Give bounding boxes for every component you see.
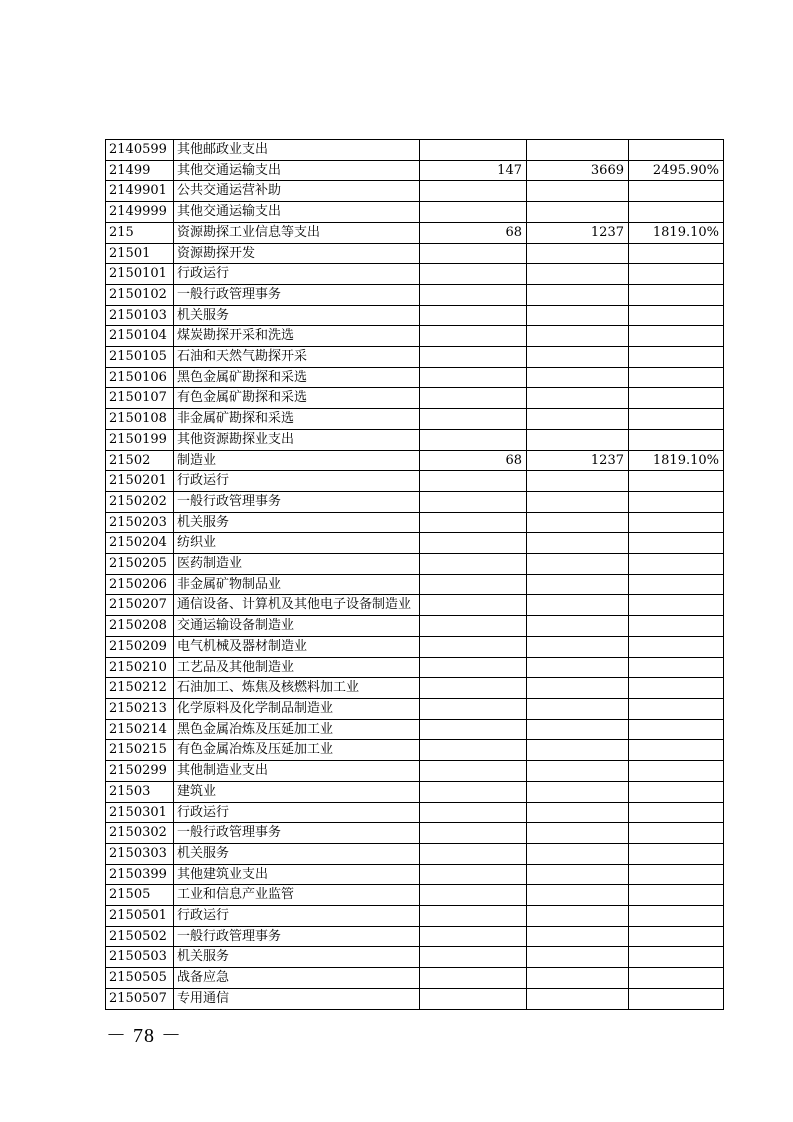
- name-cell: 工艺品及其他制造业: [174, 657, 420, 678]
- value-cell: [527, 823, 629, 844]
- table-row: [106, 636, 724, 657]
- value-cell: [420, 988, 527, 1009]
- value-cell: [527, 264, 629, 285]
- percent-cell: [629, 305, 724, 326]
- value-cell: [420, 926, 527, 947]
- percent-cell: [629, 823, 724, 844]
- value-cell: [527, 988, 629, 1009]
- name-cell: 机关服务: [174, 947, 420, 968]
- table-row: [106, 719, 724, 740]
- code-cell: 2150215: [106, 740, 174, 761]
- value-cell: [527, 698, 629, 719]
- budget-rows: [106, 140, 724, 1010]
- code-cell: 2149901: [106, 181, 174, 202]
- name-cell: 石油加工、炼焦及核燃料加工业: [174, 678, 420, 699]
- value-cell: [420, 719, 527, 740]
- name-cell: 其他交通运输支出: [174, 160, 420, 181]
- value-cell: [527, 243, 629, 264]
- name-cell: 其他邮政业支出: [174, 140, 420, 161]
- value-cell: 68: [420, 222, 527, 243]
- table-row: [106, 740, 724, 761]
- table-row: [106, 595, 724, 616]
- name-cell: 工业和信息产业监管: [174, 885, 420, 906]
- code-cell: 2150101: [106, 264, 174, 285]
- name-cell: 石油和天然气勘探开采: [174, 347, 420, 368]
- percent-cell: 1819.10%: [629, 450, 724, 471]
- value-cell: 3669: [527, 160, 629, 181]
- name-cell: 机关服务: [174, 512, 420, 533]
- table-row: [106, 843, 724, 864]
- code-cell: 2150209: [106, 636, 174, 657]
- value-cell: [527, 471, 629, 492]
- code-cell: 21505: [106, 885, 174, 906]
- table-row: [106, 781, 724, 802]
- value-cell: [527, 968, 629, 989]
- table-row: [106, 367, 724, 388]
- value-cell: [527, 906, 629, 927]
- percent-cell: [629, 740, 724, 761]
- code-cell: 2150210: [106, 657, 174, 678]
- table-row: [106, 202, 724, 223]
- value-cell: [527, 864, 629, 885]
- percent-cell: [629, 843, 724, 864]
- table-row: [106, 491, 724, 512]
- value-cell: [420, 326, 527, 347]
- name-cell: 专用通信: [174, 988, 420, 1009]
- name-cell: 行政运行: [174, 471, 420, 492]
- table-row: [106, 554, 724, 575]
- name-cell: 一般行政管理事务: [174, 491, 420, 512]
- name-cell: 建筑业: [174, 781, 420, 802]
- percent-cell: [629, 181, 724, 202]
- name-cell: 战备应急: [174, 968, 420, 989]
- code-cell: 2150107: [106, 388, 174, 409]
- value-cell: [420, 533, 527, 554]
- percent-cell: [629, 202, 724, 223]
- table-row: [106, 926, 724, 947]
- value-cell: [420, 305, 527, 326]
- name-cell: 黑色金属矿勘探和采选: [174, 367, 420, 388]
- percent-cell: [629, 698, 724, 719]
- value-cell: [420, 657, 527, 678]
- value-cell: [420, 823, 527, 844]
- code-cell: 2150202: [106, 491, 174, 512]
- value-cell: [420, 284, 527, 305]
- percent-cell: [629, 140, 724, 161]
- value-cell: [420, 429, 527, 450]
- value-cell: [527, 802, 629, 823]
- percent-cell: [629, 388, 724, 409]
- name-cell: 煤炭勘探开采和洗选: [174, 326, 420, 347]
- name-cell: 通信设备、计算机及其他电子设备制造业: [174, 595, 420, 616]
- table-row: [106, 968, 724, 989]
- value-cell: [527, 533, 629, 554]
- code-cell: 2150207: [106, 595, 174, 616]
- code-cell: 2150206: [106, 574, 174, 595]
- table-row: [106, 429, 724, 450]
- name-cell: 其他建筑业支出: [174, 864, 420, 885]
- value-cell: [420, 347, 527, 368]
- name-cell: 资源勘探开发: [174, 243, 420, 264]
- value-cell: [420, 906, 527, 927]
- percent-cell: [629, 595, 724, 616]
- name-cell: 非金属矿勘探和采选: [174, 409, 420, 430]
- table-row: [106, 802, 724, 823]
- value-cell: [420, 181, 527, 202]
- percent-cell: [629, 885, 724, 906]
- table-row: [106, 678, 724, 699]
- code-cell: 2150399: [106, 864, 174, 885]
- code-cell: 21503: [106, 781, 174, 802]
- percent-cell: [629, 657, 724, 678]
- value-cell: [420, 968, 527, 989]
- table-row: [106, 512, 724, 533]
- code-cell: 2150205: [106, 554, 174, 575]
- name-cell: 化学原料及化学制品制造业: [174, 698, 420, 719]
- value-cell: [420, 802, 527, 823]
- code-cell: 2150103: [106, 305, 174, 326]
- code-cell: 2150213: [106, 698, 174, 719]
- percent-cell: [629, 802, 724, 823]
- percent-cell: [629, 491, 724, 512]
- code-cell: 2150502: [106, 926, 174, 947]
- code-cell: 2150102: [106, 284, 174, 305]
- code-cell: 2150208: [106, 616, 174, 637]
- code-cell: 2140599: [106, 140, 174, 161]
- value-cell: [420, 471, 527, 492]
- value-cell: [420, 491, 527, 512]
- value-cell: [420, 409, 527, 430]
- value-cell: [420, 243, 527, 264]
- code-cell: 2150105: [106, 347, 174, 368]
- code-cell: 2150302: [106, 823, 174, 844]
- percent-cell: [629, 429, 724, 450]
- name-cell: 一般行政管理事务: [174, 284, 420, 305]
- percent-cell: [629, 636, 724, 657]
- percent-cell: [629, 926, 724, 947]
- percent-cell: [629, 243, 724, 264]
- percent-cell: [629, 326, 724, 347]
- percent-cell: [629, 864, 724, 885]
- name-cell: 黑色金属冶炼及压延加工业: [174, 719, 420, 740]
- percent-cell: [629, 678, 724, 699]
- name-cell: 行政运行: [174, 264, 420, 285]
- name-cell: 一般行政管理事务: [174, 823, 420, 844]
- value-cell: [420, 761, 527, 782]
- value-cell: [527, 326, 629, 347]
- value-cell: [420, 781, 527, 802]
- code-cell: 2150204: [106, 533, 174, 554]
- name-cell: 行政运行: [174, 906, 420, 927]
- value-cell: [527, 491, 629, 512]
- value-cell: [527, 181, 629, 202]
- name-cell: 电气机械及器材制造业: [174, 636, 420, 657]
- code-cell: 215: [106, 222, 174, 243]
- name-cell: 有色金属冶炼及压延加工业: [174, 740, 420, 761]
- table-row: [106, 906, 724, 927]
- value-cell: [527, 678, 629, 699]
- value-cell: [420, 740, 527, 761]
- value-cell: [420, 140, 527, 161]
- value-cell: [527, 554, 629, 575]
- value-cell: [527, 409, 629, 430]
- value-cell: [527, 574, 629, 595]
- budget-table: [105, 139, 724, 1010]
- code-cell: 2149999: [106, 202, 174, 223]
- code-cell: 2150501: [106, 906, 174, 927]
- name-cell: 机关服务: [174, 843, 420, 864]
- table-row: [106, 450, 724, 471]
- code-cell: 2150214: [106, 719, 174, 740]
- table-row: [106, 823, 724, 844]
- percent-cell: [629, 781, 724, 802]
- code-cell: 2150108: [106, 409, 174, 430]
- table-row: [106, 243, 724, 264]
- value-cell: [527, 947, 629, 968]
- value-cell: [527, 885, 629, 906]
- value-cell: [527, 305, 629, 326]
- percent-cell: [629, 284, 724, 305]
- value-cell: [527, 616, 629, 637]
- percent-cell: [629, 512, 724, 533]
- percent-cell: [629, 409, 724, 430]
- code-cell: 2150299: [106, 761, 174, 782]
- value-cell: [420, 554, 527, 575]
- value-cell: [527, 284, 629, 305]
- value-cell: [527, 636, 629, 657]
- value-cell: [420, 512, 527, 533]
- percent-cell: [629, 947, 724, 968]
- value-cell: [527, 140, 629, 161]
- name-cell: 机关服务: [174, 305, 420, 326]
- name-cell: 有色金属矿勘探和采选: [174, 388, 420, 409]
- value-cell: [527, 347, 629, 368]
- value-cell: [527, 657, 629, 678]
- value-cell: [527, 595, 629, 616]
- name-cell: 资源勘探工业信息等支出: [174, 222, 420, 243]
- code-cell: 21502: [106, 450, 174, 471]
- code-cell: 2150301: [106, 802, 174, 823]
- percent-cell: [629, 471, 724, 492]
- table-row: [106, 160, 724, 181]
- value-cell: [527, 781, 629, 802]
- code-cell: 2150104: [106, 326, 174, 347]
- name-cell: 医药制造业: [174, 554, 420, 575]
- name-cell: 公共交通运营补助: [174, 181, 420, 202]
- value-cell: 1237: [527, 450, 629, 471]
- value-cell: [420, 367, 527, 388]
- value-cell: [527, 843, 629, 864]
- value-cell: [420, 678, 527, 699]
- percent-cell: [629, 719, 724, 740]
- value-cell: [420, 595, 527, 616]
- table-row: [106, 471, 724, 492]
- table-row: [106, 326, 724, 347]
- percent-cell: [629, 347, 724, 368]
- name-cell: 非金属矿物制品业: [174, 574, 420, 595]
- value-cell: [527, 512, 629, 533]
- table-row: [106, 347, 724, 368]
- table-row: [106, 761, 724, 782]
- value-cell: [527, 740, 629, 761]
- value-cell: [420, 202, 527, 223]
- value-cell: [420, 843, 527, 864]
- table-row: [106, 181, 724, 202]
- table-row: [106, 533, 724, 554]
- percent-cell: [629, 906, 724, 927]
- table-row: [106, 305, 724, 326]
- percent-cell: [629, 574, 724, 595]
- value-cell: 147: [420, 160, 527, 181]
- name-cell: 行政运行: [174, 802, 420, 823]
- table-row: [106, 947, 724, 968]
- table-row: [106, 409, 724, 430]
- table-row: [106, 388, 724, 409]
- percent-cell: [629, 264, 724, 285]
- value-cell: [420, 864, 527, 885]
- table-row: [106, 885, 724, 906]
- value-cell: [527, 429, 629, 450]
- table-row: [106, 698, 724, 719]
- code-cell: 2150106: [106, 367, 174, 388]
- value-cell: [420, 574, 527, 595]
- code-cell: 2150303: [106, 843, 174, 864]
- value-cell: [420, 264, 527, 285]
- value-cell: [420, 388, 527, 409]
- percent-cell: [629, 616, 724, 637]
- value-cell: [527, 761, 629, 782]
- name-cell: 其他制造业支出: [174, 761, 420, 782]
- table-row: [106, 222, 724, 243]
- code-cell: 2150505: [106, 968, 174, 989]
- percent-cell: [629, 968, 724, 989]
- code-cell: 2150507: [106, 988, 174, 1009]
- name-cell: 制造业: [174, 450, 420, 471]
- table-row: [106, 264, 724, 285]
- table-row: [106, 574, 724, 595]
- value-cell: [527, 367, 629, 388]
- value-cell: [527, 388, 629, 409]
- page-number: － 78 －: [106, 1025, 182, 1047]
- code-cell: 2150503: [106, 947, 174, 968]
- table-row: [106, 284, 724, 305]
- value-cell: [527, 926, 629, 947]
- name-cell: 其他资源勘探业支出: [174, 429, 420, 450]
- code-cell: 2150199: [106, 429, 174, 450]
- code-cell: 21501: [106, 243, 174, 264]
- table-row: [106, 988, 724, 1009]
- percent-cell: [629, 554, 724, 575]
- percent-cell: [629, 761, 724, 782]
- value-cell: [420, 947, 527, 968]
- value-cell: [420, 698, 527, 719]
- table-row: [106, 657, 724, 678]
- value-cell: [420, 636, 527, 657]
- value-cell: [420, 616, 527, 637]
- code-cell: 2150212: [106, 678, 174, 699]
- value-cell: [527, 202, 629, 223]
- code-cell: 2150203: [106, 512, 174, 533]
- percent-cell: [629, 533, 724, 554]
- table-row: [106, 140, 724, 161]
- value-cell: [420, 885, 527, 906]
- name-cell: 一般行政管理事务: [174, 926, 420, 947]
- value-cell: 1237: [527, 222, 629, 243]
- percent-cell: 1819.10%: [629, 222, 724, 243]
- name-cell: 其他交通运输支出: [174, 202, 420, 223]
- name-cell: 交通运输设备制造业: [174, 616, 420, 637]
- table-row: [106, 616, 724, 637]
- value-cell: 68: [420, 450, 527, 471]
- code-cell: 2150201: [106, 471, 174, 492]
- percent-cell: 2495.90%: [629, 160, 724, 181]
- name-cell: 纺织业: [174, 533, 420, 554]
- table-row: [106, 864, 724, 885]
- percent-cell: [629, 988, 724, 1009]
- code-cell: 21499: [106, 160, 174, 181]
- percent-cell: [629, 367, 724, 388]
- value-cell: [527, 719, 629, 740]
